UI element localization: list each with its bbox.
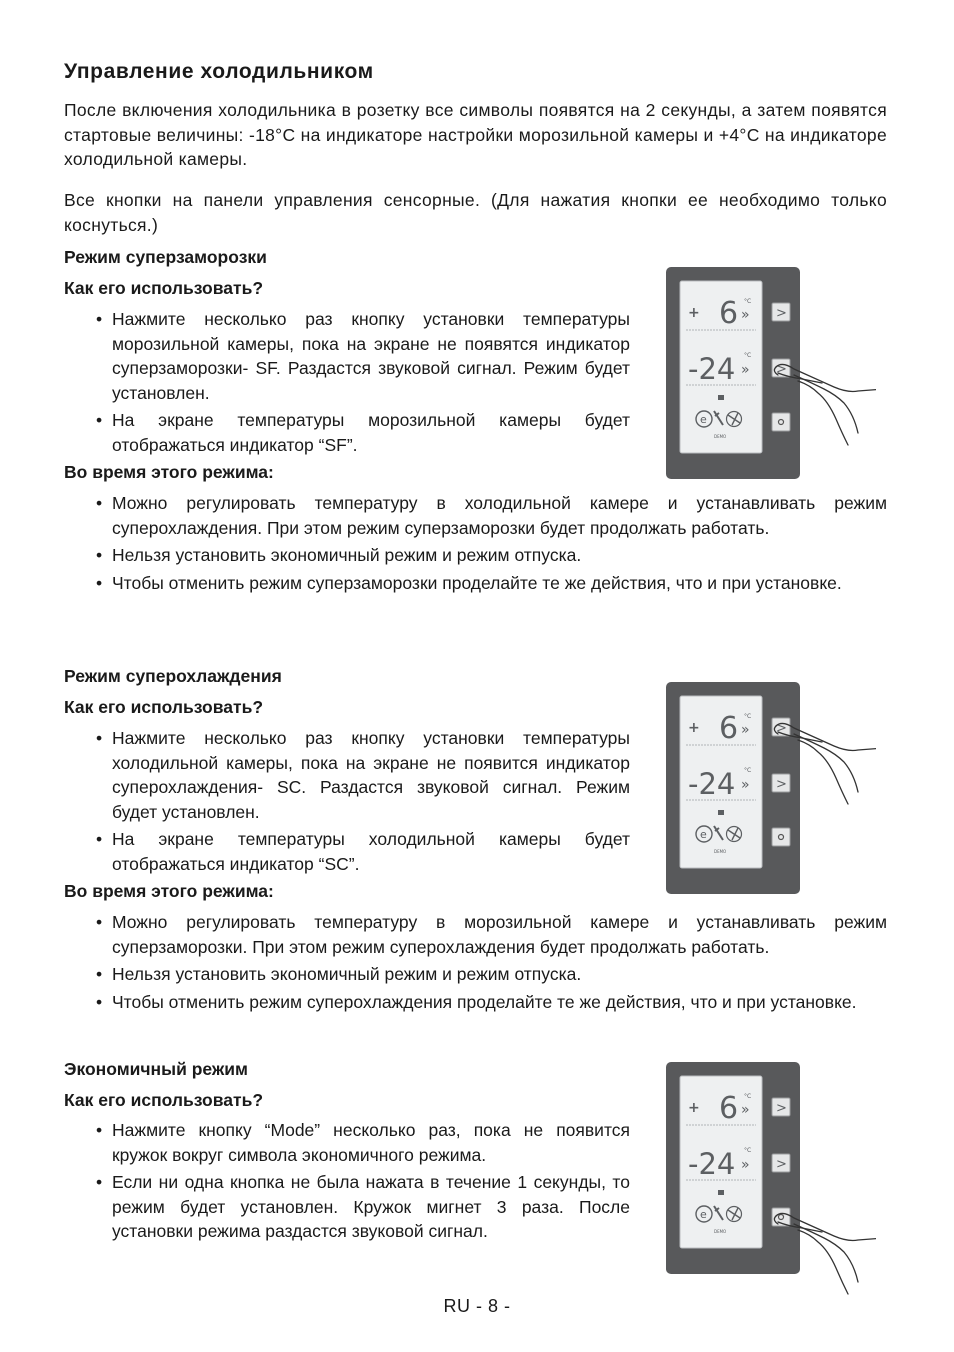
lock-icon	[718, 395, 724, 400]
freezer-arrows-icon: »	[741, 777, 750, 793]
chevron-right-icon: >	[776, 1157, 787, 1172]
demo-label: DEMO	[714, 1229, 727, 1234]
eco-how-list	[96, 1118, 630, 1247]
list-item: • На экране температуры морозильной камеры будет отображаться индикатор “SF”.	[96, 408, 630, 457]
list-item: • Нажмите кнопку “Mode” несколько раз, пока не появится кружок вокруг символа экономичного режима.	[96, 1118, 630, 1167]
list-item: • Можно регулировать температуру в морозильной камере и устанавливать режим суперзаморозки. При этом режим суперохлаждения будет продолжать работать.	[96, 910, 887, 959]
lock-icon	[718, 810, 724, 815]
supercool-during-list	[96, 910, 887, 1017]
fridge-arrows-icon: »	[741, 722, 750, 738]
chevron-right-icon: >	[776, 362, 787, 377]
control-panel-illustration-superfreeze	[664, 267, 876, 488]
eco-letter-icon: e	[700, 413, 707, 426]
freezer-temperature: -24	[688, 1147, 736, 1181]
list-item: • На экране температуры холодильной камеры будет отображаться индикатор “SC”.	[96, 827, 630, 876]
supercool-how-list	[96, 726, 630, 880]
control-panel-illustration-eco	[664, 1062, 876, 1317]
freezer-arrows-icon: »	[741, 1157, 750, 1173]
list-item: • Нельзя установить экономичный режим и режим отпуска.	[96, 962, 887, 987]
superfreeze-during-heading: Во время этого режима:	[64, 462, 274, 482]
plus-sign: +	[688, 305, 700, 321]
list-item: • Чтобы отменить режим суперзаморозки проделайте те же действия, что и при установке.	[96, 571, 887, 596]
page-number: RU - 8 -	[443, 1296, 511, 1316]
fridge-arrows-icon: »	[741, 307, 750, 323]
plus-sign: +	[688, 720, 700, 736]
unit-label: °C	[744, 1147, 752, 1154]
superfreeze-during-list	[96, 491, 887, 598]
unit-label: °C	[744, 298, 752, 305]
supercool-during-heading: Во время этого режима:	[64, 881, 274, 901]
freezer-arrows-icon: »	[741, 362, 750, 378]
list-item: • Нельзя установить экономичный режим и режим отпуска.	[96, 543, 887, 568]
fridge-arrows-icon: »	[741, 1102, 750, 1118]
superfreeze-how-heading: Как его использовать?	[64, 278, 264, 298]
eco-letter-icon: e	[700, 828, 707, 841]
lock-icon	[718, 1190, 724, 1195]
demo-label: DEMO	[714, 849, 727, 854]
list-item: • Если ни одна кнопка не была нажата в течение 1 секунды, то режим будет установлен. Кружок мигнет 3 раза. После установки режима раздастся звуковой сигнал.	[96, 1170, 630, 1244]
page-title: Управление холодильником	[64, 60, 374, 83]
fridge-temperature: 6	[719, 711, 739, 746]
fridge-temperature: 6	[719, 1091, 739, 1126]
freezer-temperature: -24	[688, 767, 736, 801]
mode-button	[772, 828, 790, 846]
eco-letter-icon: e	[700, 1208, 707, 1221]
list-item: • Нажмите несколько раз кнопку установки температуры холодильной камеры, пока на экране не появится индикатор суперохлаждения- SC. Раздастся звуковой сигнал. Режим будет установлен.	[96, 726, 630, 824]
unit-label: °C	[744, 767, 752, 774]
eco-heading: Экономичный режим	[64, 1059, 248, 1079]
unit-label: °C	[744, 1093, 752, 1100]
plus-sign: +	[688, 1100, 700, 1116]
list-item: • Нажмите несколько раз кнопку установки температуры морозильной камеры, пока на экране не появятся индикатор суперзаморозки- SF. Раздастся звуковой сигнал. Режим будет установлен.	[96, 307, 630, 405]
freezer-temperature: -24	[688, 352, 736, 386]
list-item: • Можно регулировать температуру в холодильной камере и устанавливать режим суперохлаждения. При этом режим суперзаморозки будет продолжать работать.	[96, 491, 887, 540]
eco-how-heading: Как его использовать?	[64, 1090, 264, 1110]
demo-label: DEMO	[714, 434, 727, 439]
chevron-right-icon: >	[776, 1101, 787, 1116]
list-item: • Чтобы отменить режим суперохлаждения проделайте те же действия, что и при установке.	[96, 990, 887, 1015]
supercool-how-heading: Как его использовать?	[64, 697, 264, 717]
intro-paragraph-2: Все кнопки на панели управления сенсорные. (Для нажатия кнопки ее необходимо только коснуться.)	[64, 190, 887, 235]
chevron-right-icon: >	[776, 777, 787, 792]
unit-label: °C	[744, 352, 752, 359]
chevron-right-icon: >	[776, 306, 787, 321]
mode-button	[772, 413, 790, 431]
intro-paragraph-1: После включения холодильника в розетку все символы появятся на 2 секунды, а затем появятся стартовые величины: -18°C на индикаторе настройки морозильной камеры и +4°C на индикаторе холодильной камеры.	[64, 100, 887, 169]
fridge-temperature: 6	[719, 296, 739, 331]
control-panel-illustration-supercool	[664, 682, 876, 903]
unit-label: °C	[744, 713, 752, 720]
chevron-right-icon: >	[776, 721, 787, 736]
superfreeze-heading: Режим суперзаморозки	[64, 247, 267, 267]
supercool-heading: Режим суперохлаждения	[64, 666, 282, 686]
superfreeze-how-list	[96, 307, 630, 461]
